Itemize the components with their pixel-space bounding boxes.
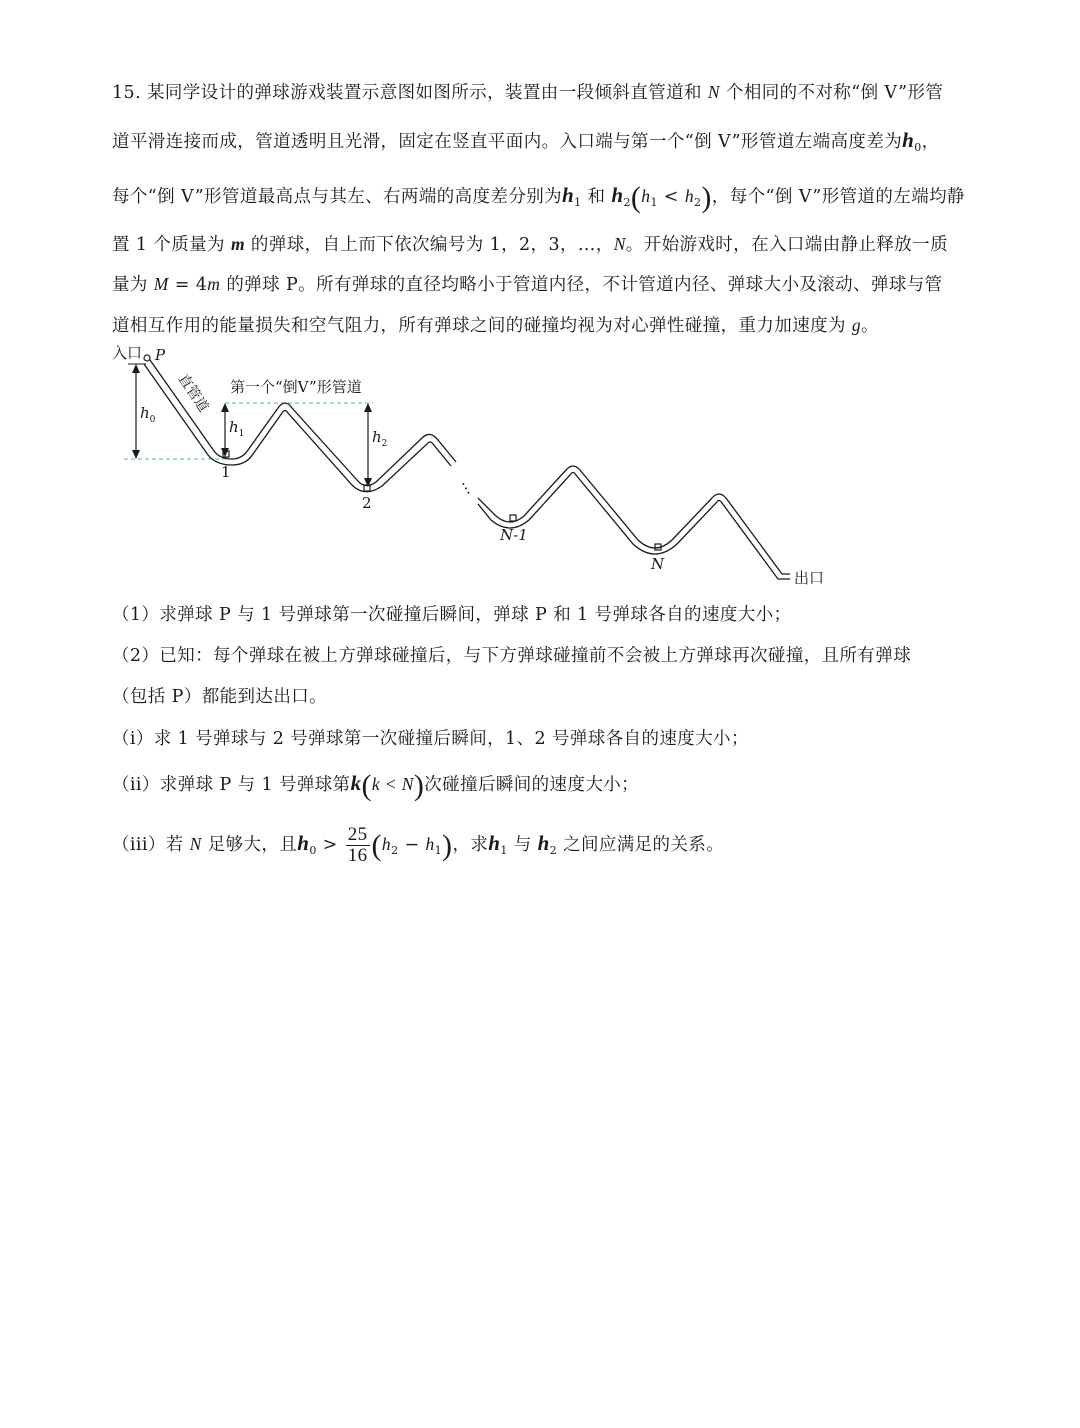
part-1: （1）求弹球 P 与 1 号弹球第一次碰撞后瞬间，弹球 P 和 1 号弹球各自的速度大小； [112,605,792,625]
ball-n-label: N [651,555,665,573]
ball-2-label: 2 [362,494,372,512]
straight-pipe-label: 直管道 [174,371,212,416]
ball-p-label: P [155,346,166,364]
question-line-3: 每个“倒 V”形管道最高点与其左、右两端的高度差分别为$h_1$ 和 $h_2(h_1 < h_2)$，每个“倒 V”形管道的左端均静 [112,181,965,214]
exit-label: 出口 [794,569,825,587]
ball-n-minus-1 [510,515,516,521]
h2-label: $h_2$ [372,428,388,449]
part-iii: （iii）若 N 足够大，且$h_0$ > $\frac{25}{16}$ $(h_2 - h_1)$，求$h_1$ 与 $h_2$ 之间应满足的关系。 [112,824,725,866]
pipe-diagram [100,338,860,598]
part-i: （i）求 1 号弹球与 2 号弹球第一次碰撞后瞬间，1、2 号弹球各自的速度大小； [112,729,749,749]
question-line-5: 量为 M = 4m 的弹球 P。所有弹球的直径均略小于管道内径，不计管道内径、弹球大小及滚动、弹球与管 [112,274,943,295]
question-line-2: 道平滑连接而成，管道透明且光滑，固定在竖直平面内。入口端与第一个“倒 V”形管道左端高度差为$h_0$， [112,128,940,154]
part-2-line-1: （2）已知：每个弹球在被上方弹球碰撞后，与下方弹球碰撞前不会被上方弹球再次碰撞，且所有弹球 [112,646,912,666]
part-2-line-2: （包括 P）都能到达出口。 [112,687,328,707]
fraction-25-16: $\frac{25}{16}$ [347,824,368,866]
ellipsis-label: … [458,475,482,498]
first-pipe-label: 第一个“倒V”形管道 [230,378,362,396]
question-line-4: 置 1 个质量为 m 的弹球，自上而下依次编号为 1，2，3，…，N。开始游戏时，在入口端由静止释放一质 [112,234,948,255]
h0-label: $h_0$ [140,404,156,425]
entrance-label: 入口 [112,344,143,362]
h1-label: $h_1$ [229,418,245,439]
question-number: 15. [112,83,142,103]
part-ii: （ii）求弹球 P 与 1 号弹球第k(k < N)次碰撞后瞬间的速度大小； [112,769,640,802]
pipe-segment-2 [478,466,790,579]
ball-n-minus-1-label: N-1 [500,526,528,544]
question-line-6: 道相互作用的能量损失和空气阻力，所有弹球之间的碰撞均视为对心弹性碰撞，重力加速度为 g。 [112,315,879,336]
question-line-1: 15. 某同学设计的弹球游戏装置示意图如图所示，装置由一段倾斜直管道和 N 个相同的不对称“倒 V”形管 [112,82,944,103]
ball-1-label: 1 [221,463,231,481]
